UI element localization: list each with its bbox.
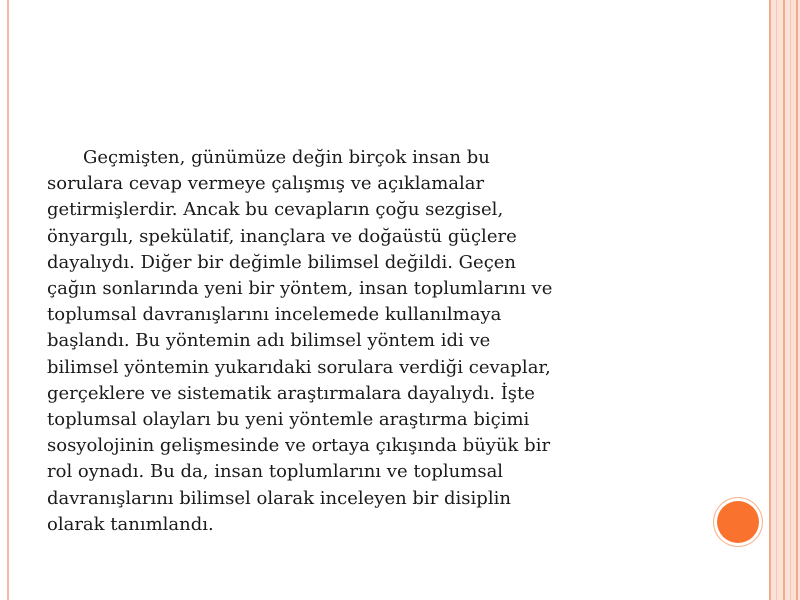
text-line: başlandı. Bu yöntemin adı bilimsel yöntem idi ve bbox=[47, 330, 491, 352]
text-line: bilimsel yöntemin yukarıdaki sorulara verdiği cevaplar, bbox=[47, 356, 551, 378]
band-line bbox=[783, 0, 785, 600]
band-line bbox=[790, 0, 791, 600]
text-line: çağın sonlarında yeni bir yöntem, insan toplumlarını ve bbox=[47, 278, 553, 300]
text-line: Geçmişten, günümüze değin birçok insan bu bbox=[83, 147, 490, 168]
text-line: dayalıydı. Diğer bir değimle bilimsel değildi. Geçen bbox=[47, 251, 517, 273]
right-decorative-band bbox=[769, 0, 800, 600]
text-line: rol oynadı. Bu da, insan toplumlarını ve toplumsal bbox=[47, 461, 504, 483]
band-line bbox=[796, 0, 798, 600]
text-line: önyargılı, spekülatif, inançlara ve doğaüstü güçlere bbox=[47, 225, 517, 247]
text-line: toplumsal davranışlarını incelemede kullanılmaya bbox=[47, 304, 502, 326]
text-line: olarak tanımlandı. bbox=[47, 513, 214, 535]
text-line: gerçeklere ve sistematik araştırmalara dayalıydı. İşte bbox=[47, 382, 535, 404]
text-line: davranışlarını bilimsel olarak inceleyen bir disiplin bbox=[47, 487, 511, 509]
band-line bbox=[776, 0, 777, 600]
orange-circle-decoration bbox=[714, 498, 762, 546]
text-line: sorulara cevap vermeye çalışmış ve açıklamalar bbox=[47, 173, 485, 195]
text-line: sosyolojinin gelişmesinde ve ortaya çıkışında büyük bir bbox=[47, 435, 551, 457]
left-decorative-rule bbox=[7, 0, 9, 600]
text-line: toplumsal olayları bu yeni yöntemle araştırma biçimi bbox=[47, 409, 530, 431]
text-line: getirmişlerdir. Ancak bu cevapların çoğu sezgisel, bbox=[47, 199, 504, 221]
band-line bbox=[769, 0, 771, 600]
body-paragraph bbox=[47, 145, 697, 538]
